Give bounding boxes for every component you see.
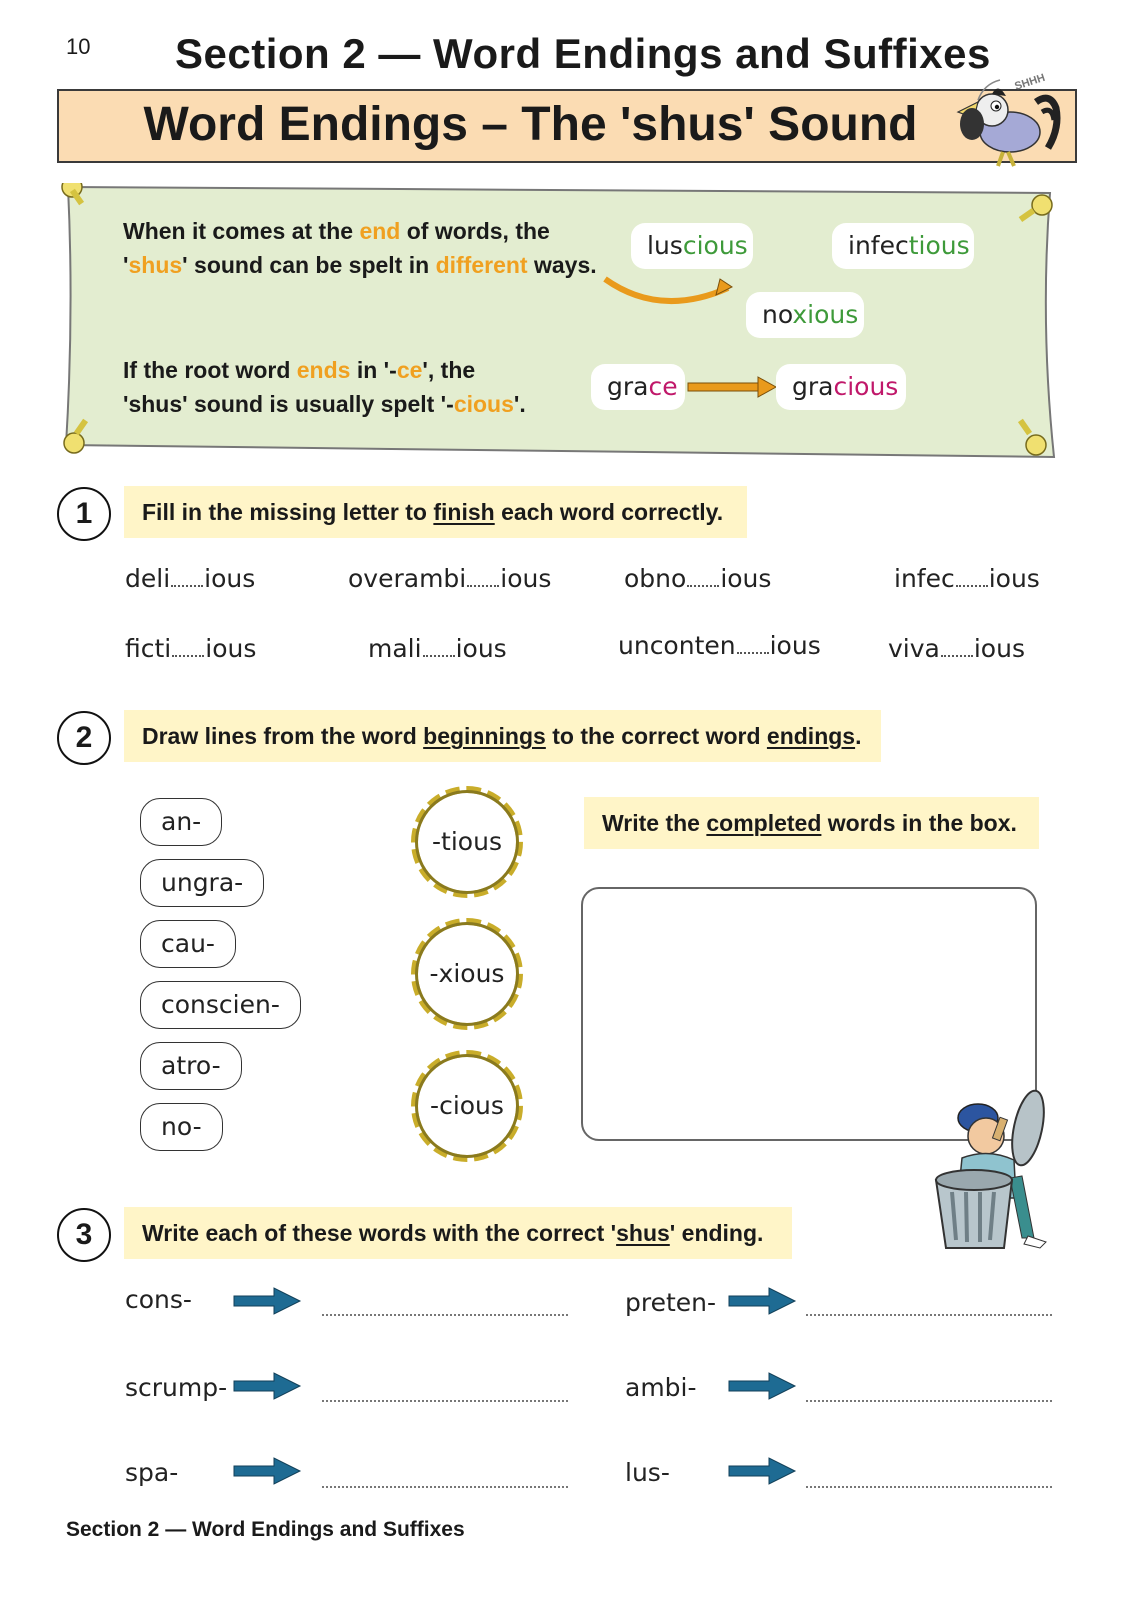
- blank-input[interactable]: [737, 642, 769, 654]
- example-word-grace: grace: [591, 364, 685, 410]
- section-title: Section 2 — Word Endings and Suffixes: [175, 30, 991, 77]
- example-word-noxious: noxious: [746, 292, 864, 338]
- q3-word-preten: preten-: [625, 1288, 717, 1317]
- example-word-gracious: gracious: [776, 364, 906, 410]
- answer-line-preten[interactable]: [806, 1312, 1052, 1316]
- answer-line-scrump[interactable]: [322, 1398, 568, 1402]
- q3-word-cons: cons-: [125, 1285, 192, 1314]
- q1-word-infec: infec ious: [894, 564, 1040, 593]
- word-beginning-ungra[interactable]: ungra-: [140, 859, 264, 907]
- blank-input[interactable]: [467, 575, 499, 587]
- word-ending-xious[interactable]: -xious: [411, 918, 523, 1030]
- q1-word-overambi: overambi ious: [348, 564, 552, 593]
- blank-input[interactable]: [687, 575, 719, 587]
- arrow-right-icon: [727, 1456, 797, 1486]
- blank-input[interactable]: [172, 645, 204, 657]
- word-beginning-an[interactable]: an-: [140, 798, 222, 846]
- answer-line-spa[interactable]: [322, 1484, 568, 1488]
- blank-input[interactable]: [941, 645, 973, 657]
- blank-input[interactable]: [956, 575, 988, 587]
- notice-paragraph-2: If the root word ends in '-ce', the 'shus' sound is usually spelt '-cious'.: [123, 357, 526, 417]
- footer-section-label: Section 2 — Word Endings and Suffixes: [66, 1518, 465, 1541]
- q1-instruction: Fill in the missing letter to finish each word correctly.: [124, 486, 747, 538]
- example-word-luscious: luscious: [631, 223, 753, 269]
- q3-instruction: Write each of these words with the correct 'shus' ending.: [124, 1207, 792, 1259]
- question-number-1: 1: [57, 487, 111, 541]
- word-ending-cious[interactable]: -cious: [411, 1050, 523, 1162]
- q1-word-deli: deli ious: [125, 564, 256, 593]
- q1-word-mali: mali ious: [368, 634, 507, 663]
- word-beginning-conscien[interactable]: conscien-: [140, 981, 301, 1029]
- bin-man-illustration-icon: [918, 1088, 1058, 1250]
- word-beginning-atro[interactable]: atro-: [140, 1042, 242, 1090]
- arrow-right-icon: [232, 1456, 302, 1486]
- question-number-3: 3: [57, 1208, 111, 1262]
- blank-input[interactable]: [423, 645, 455, 657]
- q3-word-scrump: scrump-: [125, 1373, 228, 1402]
- shhh-text: SHHH: [1013, 72, 1047, 93]
- box-instruction: Write the completed words in the box.: [584, 797, 1039, 849]
- word-ending-tious[interactable]: -tious: [411, 786, 523, 898]
- answer-line-lus[interactable]: [806, 1484, 1052, 1488]
- q3-word-spa: spa-: [125, 1458, 179, 1487]
- question-number-2: 2: [57, 711, 111, 765]
- word-beginning-cau[interactable]: cau-: [140, 920, 236, 968]
- arrow-right-icon: [727, 1371, 797, 1401]
- q3-word-ambi: ambi-: [625, 1373, 697, 1402]
- page-title: Word Endings – The 'shus' Sound: [143, 98, 918, 151]
- notice-paragraph-1: When it comes at the end of words, the 'shus' sound can be spelt in different ways.: [123, 218, 597, 278]
- q1-word-ficti: ficti ious: [125, 634, 257, 663]
- q1-word-viva: viva ious: [888, 634, 1025, 663]
- arrow-right-icon: [232, 1286, 302, 1316]
- arrow-right-icon: [727, 1286, 797, 1316]
- q1-word-obno: obno ious: [624, 564, 772, 593]
- example-word-infectious: infectious: [832, 223, 974, 269]
- answer-line-cons[interactable]: [322, 1312, 568, 1316]
- blank-input[interactable]: [171, 575, 203, 587]
- q3-word-lus: lus-: [625, 1458, 670, 1487]
- answer-line-ambi[interactable]: [806, 1398, 1052, 1402]
- arrow-right-icon: [232, 1371, 302, 1401]
- page-number: 10: [66, 34, 91, 59]
- q1-word-unconten: unconten ious: [618, 631, 821, 660]
- word-beginning-no[interactable]: no-: [140, 1103, 223, 1151]
- q2-instruction: Draw lines from the word beginnings to the correct word endings.: [124, 710, 881, 762]
- parrot-shushing-icon: [948, 72, 1063, 172]
